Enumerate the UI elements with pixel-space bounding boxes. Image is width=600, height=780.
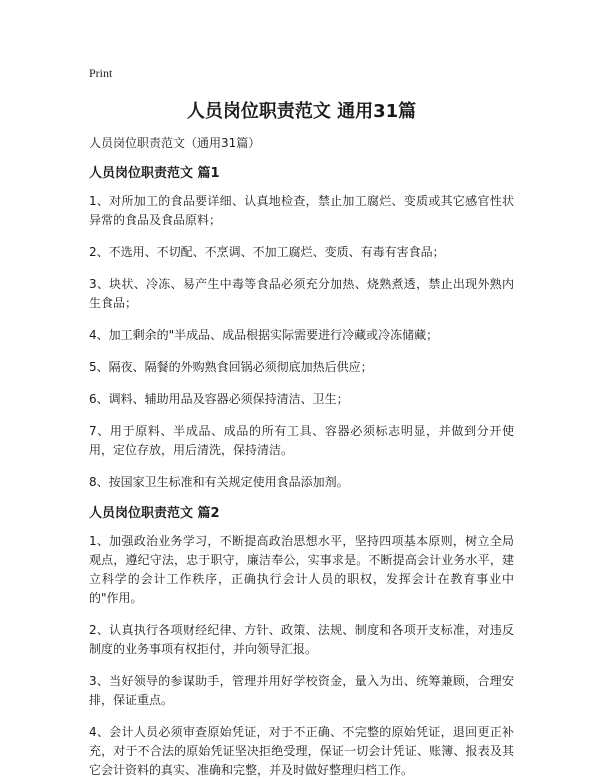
paragraph: 2、不选用、不切配、不烹调、不加工腐烂、变质、有毒有害食品； bbox=[89, 245, 445, 259]
paragraph: 1、对所加工的食品要详细、认真地检查，禁止加工腐烂、变质或其它感官性状异常的食品及食品原料； bbox=[89, 194, 514, 227]
document-subtitle: 人员岗位职责范文（通用31篇） bbox=[89, 136, 261, 150]
paragraph: 1、加强政治业务学习，不断提高政治思想水平，坚持四项基本原则，树立全局观点，遵纪守法，忠于职守，廉洁奉公，实事求是。不断提高会计业务水平，建立科学的会计工作秩序，正确执行会计人员的职权，发挥会计在教育事业中的"作用。 bbox=[89, 534, 514, 605]
paragraph: 3、块状、冷冻、易产生中毒等食品必须充分加热、烧熟煮透，禁止出现外熟内生食品； bbox=[89, 277, 514, 310]
paragraph: 6、调料、辅助用品及容器必须保持清洁、卫生； bbox=[89, 392, 349, 406]
paragraph: 7、用于原料、半成品、成品的所有工具、容器必须标志明显，并做到分开使用，定位存放，用后清洗，保持清洁。 bbox=[89, 424, 514, 457]
paragraph: 8、按国家卫生标准和有关规定使用食品添加剂。 bbox=[89, 475, 349, 489]
paragraph: 5、隔夜、隔餐的外购熟食回锅必须彻底加热后供应； bbox=[89, 360, 373, 374]
paragraph: 4、加工剩余的"半成品、成品根据实际需要进行冷藏或冷冻储藏； bbox=[89, 328, 439, 342]
page-title: 人员岗位职责范文 通用31篇 bbox=[186, 101, 417, 122]
print-link[interactable]: Print bbox=[89, 66, 113, 80]
section-heading: 人员岗位职责范文 篇2 bbox=[89, 506, 220, 521]
paragraph: 2、认真执行各项财经纪律、方针、政策、法规、制度和各项开支标准，对违反制度的业务事项有权拒付，并向领导汇报。 bbox=[89, 623, 514, 656]
paragraph: 3、当好领导的参谋助手，管理并用好学校资金，量入为出、统筹兼顾，合理安排，保证重点。 bbox=[89, 674, 514, 707]
section-heading: 人员岗位职责范文 篇1 bbox=[89, 166, 220, 181]
paragraph: 4、会计人员必须审查原始凭证，对于不正确、不完整的原始凭证，退回更正补充，对于不合法的原始凭证坚决拒绝受理，保证一切会计凭证、账簿、报表及其它会计资料的真实、准确和完整，并及时做好整理归档工作。 bbox=[89, 725, 514, 777]
